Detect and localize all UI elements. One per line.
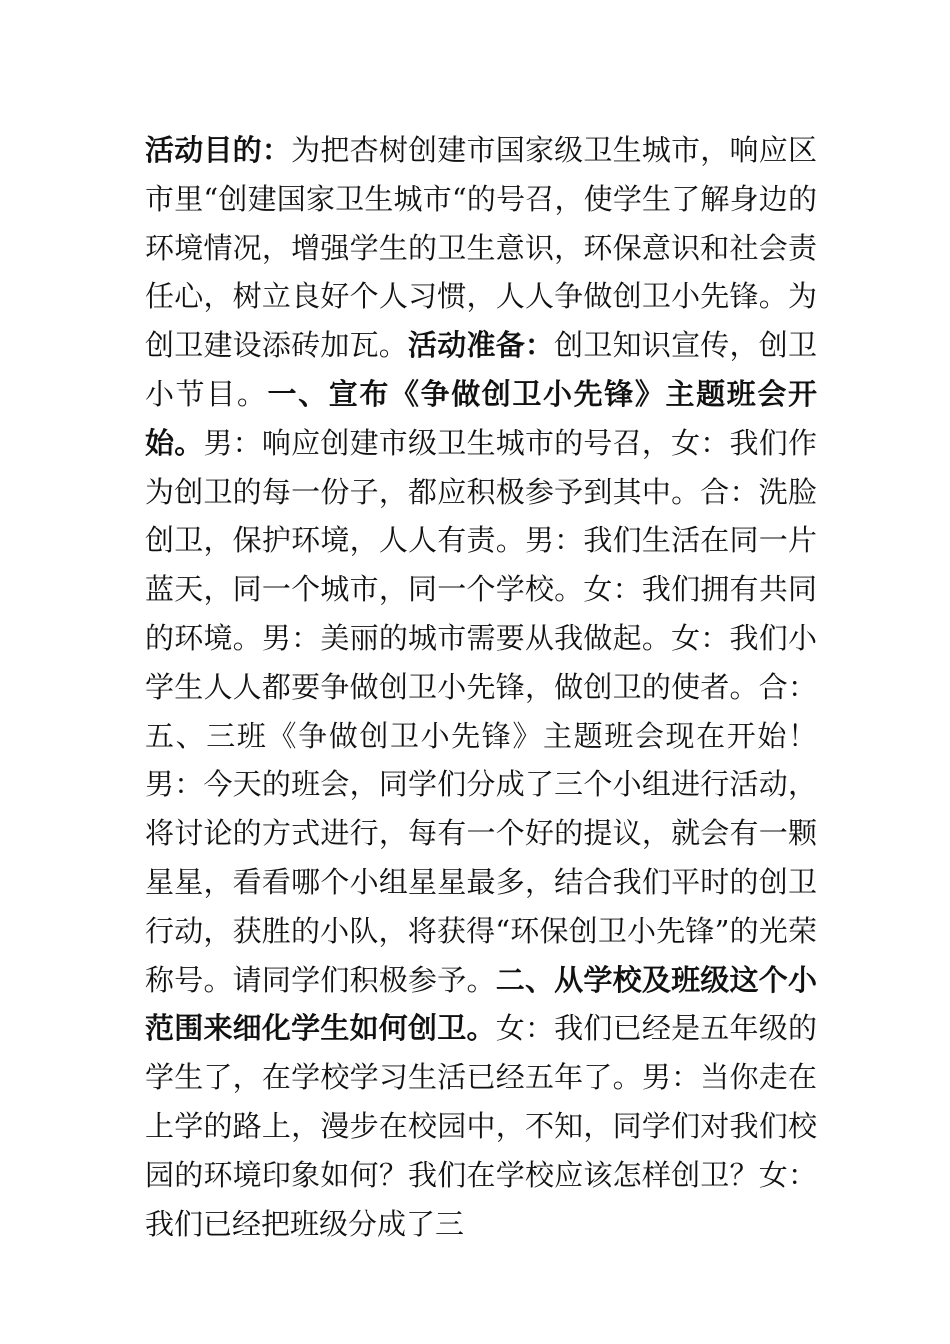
body-text: 女：我们已经是五年级的学生了，在学校学习生活已经五年了。男：当你走在上学的路上，漫步在校园中，不知，同学们对我们校园的环境印象如何？我们在学校应该怎样创卫？女：我们已经把班级分成了三 — [145, 1011, 817, 1241]
body-text: 为把杏树创建市国家级卫生城市，响应区市里“创建国家卫生城市“的号召，使学生了解身边的环境情况，增强学生的卫生意识，环保意识和社会责任心，树立良好个人习惯，人人争做创卫小先锋。为创卫建设添砖加瓦。 — [145, 133, 817, 363]
heading-section-two: 二、从学校及班级这个小范围来细化学生如何创卫。 — [145, 962, 817, 1046]
document-body — [145, 126, 817, 1248]
body-text: 创卫知识宣传，创卫小节目。 — [145, 328, 817, 411]
body-text: 男：响应创建市级卫生城市的号召，女：我们作为创卫的每一份子，都应积极参予到其中。合：洗脸创卫，保护环境，人人有责。男：我们生活在同一片蓝天，同一个城市，同一个学校。女：我们拥有共同的环境。男：美丽的城市需要从我做起。女：我们小学生人人都要争做创卫小先锋，做创卫的使者。合：五、三班《争做创卫小先锋》主题班会现在开始！男：今天的班会，同学们分成了三个小组进行活动，将讨论的方式进行，每有一个好的提议，就会有一颗星星，看看哪个小组星星最多，结合我们平时的创卫行动，获胜的小队，将获得“环保创卫小先锋”的光荣称号。请同学们积极参予。 — [145, 425, 817, 997]
heading-activity-purpose: 活动目的： — [145, 133, 292, 167]
document-page — [145, 126, 817, 1248]
heading-activity-preparation: 活动准备： — [408, 328, 555, 363]
heading-section-one: 一、宣布《争做创卫小先锋》主题班会开始。 — [145, 376, 817, 460]
